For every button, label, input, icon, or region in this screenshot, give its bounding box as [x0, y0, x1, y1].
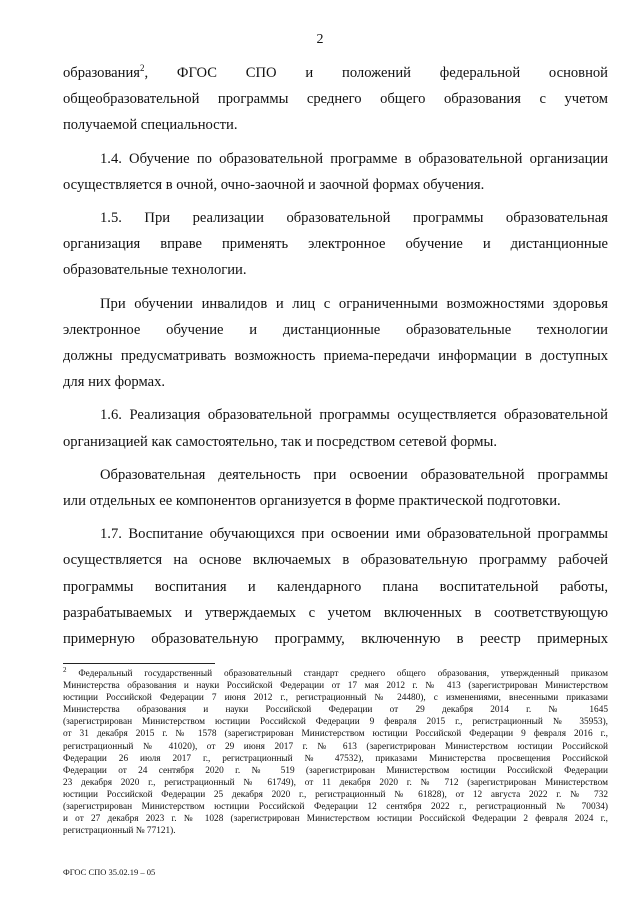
footnote-line: и от 27 декабря 2023 г. № 1028 (зарегистрирован Министерством юстиции Российской Федерации 2 февраля 2024 г.,: [63, 814, 608, 825]
footnote-line: Министерства образования и науки Российской Федерации от 29 декабря 2014 г. № 1645: [63, 705, 608, 716]
body-line: программы воспитания и календарного плана воспитательной работы,: [63, 578, 608, 595]
footnote-line: регистрационный № 41020), от 29 июня 2017 г. № 613 (зарегистрирован Министерством юстиции Российской: [63, 741, 608, 752]
body-line: образования$^2$, ФГОС СПО и положений федеральной основной: [63, 63, 608, 81]
footnote-line: юстиции Российской Федерации 25 декабря 2020 г., регистрационный № 61828), от 12 августа 2022 г. № 732: [63, 789, 608, 800]
body-line: электронное обучение и дистанционные образовательные технологии: [63, 321, 608, 338]
footnote-line: 23 декабря 2020 г., регистрационный № 61749), от 11 декабря 2020 г. № 712 (зарегистрирован Министерством: [63, 777, 608, 788]
footnote-line: $^2$ Федеральный государственный образовательный стандарт среднего общего образования, утвержденный приказом: [63, 665, 608, 679]
footnote-line: Федерации от 24 сентября 2020 г. № 519 (зарегистрирован Министерством юстиции Российской Федерации: [63, 765, 608, 776]
body-line: образовательные технологии.: [63, 262, 247, 279]
body-line: общеобразовательной программы среднего общего образования с учетом: [63, 91, 608, 108]
body-line: получаемой специальности.: [63, 117, 238, 134]
footnote-line: Министерства образования и науки Российской Федерации от 17 мая 2012 г. № 413 (зарегистрирован Министерством: [63, 681, 608, 692]
body-line: организацией как самостоятельно, так и посредством сетевой формы.: [63, 433, 497, 450]
footnote-line: от 31 декабря 2015 г. № 1578 (зарегистрирован Министерством юстиции Российской Федерации 9 февраля 2016 г.,: [63, 729, 608, 740]
footer-document-code: ФГОС СПО 35.02.19 – 05: [63, 867, 156, 877]
body-line: примерную образовательную программу, включенную в реестр примерных: [63, 631, 608, 648]
body-line: организация вправе применять электронное обучение и дистанционные: [63, 236, 608, 253]
footnote-separator: [63, 663, 215, 664]
body-line: должны предусматривать возможность приема-передачи информации в доступных: [63, 348, 608, 365]
footnote-line: (зарегистрирован Министерством юстиции Российской Федерации 12 сентября 2022 г., регистрационный № 70034): [63, 802, 608, 813]
body-line: разрабатываемых и утверждаемых с учетом включенных в соответствующую: [63, 604, 608, 621]
body-line: 1.5. При реализации образовательной программы образовательная: [100, 210, 608, 227]
body-line: для них формах.: [63, 374, 166, 391]
footnote-line: регистрационный № 77121).: [63, 826, 176, 837]
footnote-marker: 2: [63, 665, 67, 674]
body-line: Образовательная деятельность при освоении образовательной программы: [100, 466, 608, 483]
footnote: [63, 665, 608, 837]
body-line: или отдельных ее компонентов организуется в форме практической подготовки.: [63, 493, 561, 510]
footnote-line: (зарегистрирован Министерством юстиции Российской Федерации 9 февраля 2015 г., регистрационный № 35953),: [63, 717, 608, 728]
body-text: [63, 60, 608, 652]
footnote-ref: 2: [139, 63, 145, 74]
page-number: 2: [316, 32, 324, 47]
body-line: 1.4. Обучение по образовательной программе в образовательной организации: [100, 150, 608, 167]
body-line: осуществляется на основе включаемых в образовательную программу рабочей: [63, 552, 608, 569]
body-line: 1.7. Воспитание обучающихся при освоении ими образовательной программы: [100, 526, 608, 543]
body-line: При обучении инвалидов и лиц с ограниченными возможностями здоровья: [100, 295, 608, 312]
footnote-line: Федерации 26 июля 2017 г., регистрационный № 47532), приказами Министерства просвещения Российской: [63, 753, 608, 764]
body-line: осуществляется в очной, очно-заочной и заочной формах обучения.: [63, 176, 485, 193]
body-line: 1.6. Реализация образовательной программы осуществляется образовательной: [100, 407, 608, 424]
footnote-line: юстиции Российской Федерации 7 июня 2012 г., регистрационный № 24480), с изменениями, внесенными приказами: [63, 693, 608, 704]
